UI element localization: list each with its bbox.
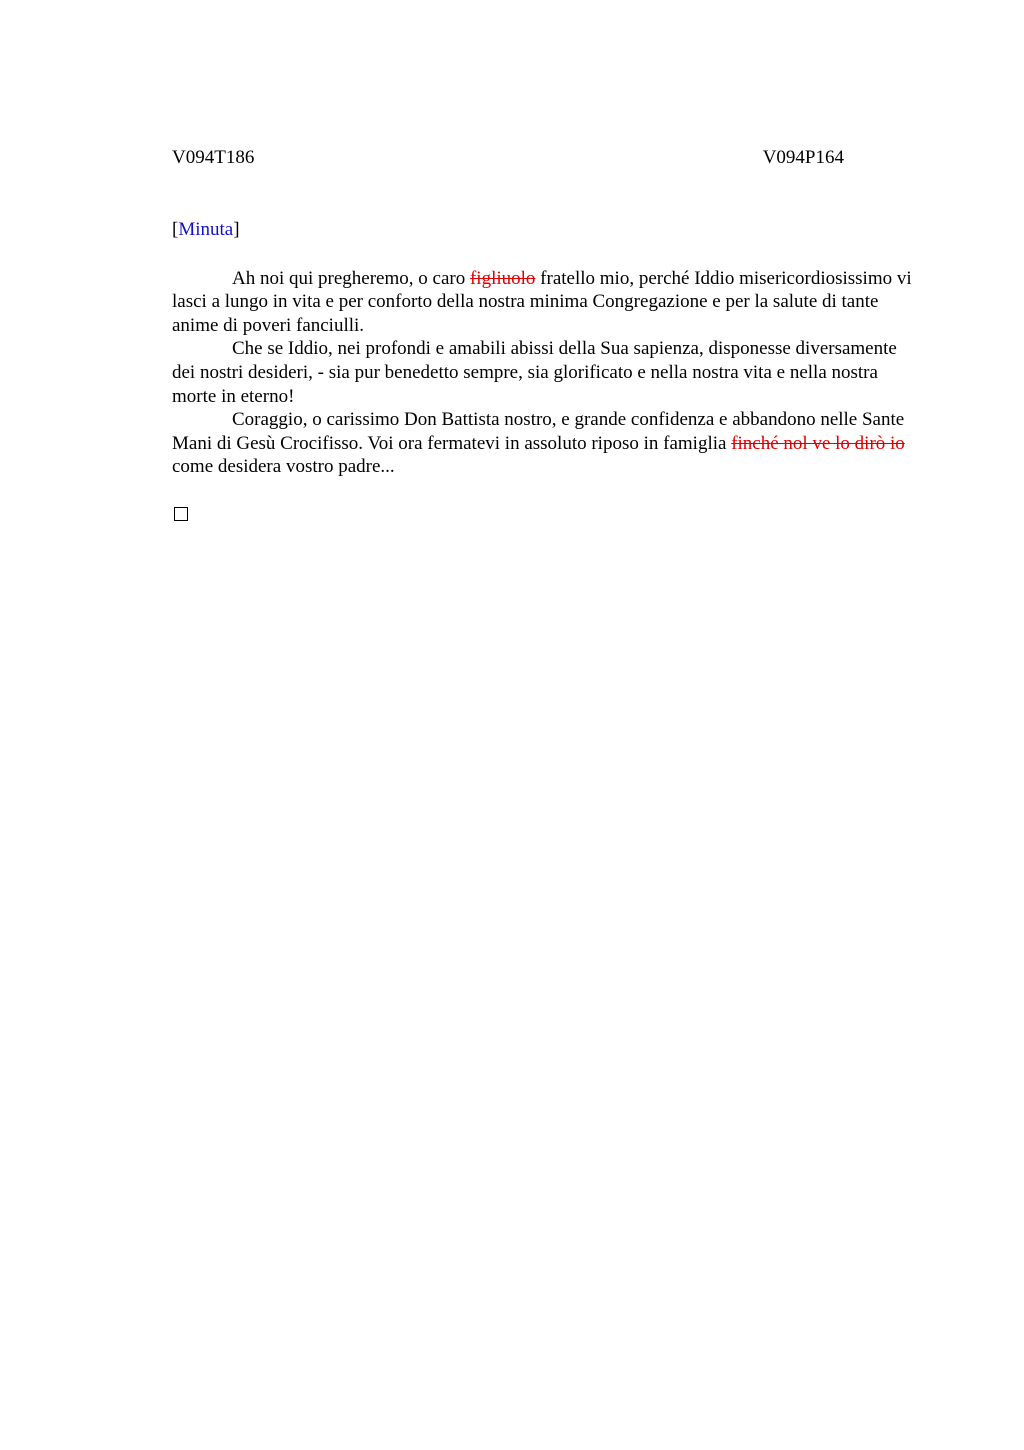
heading-label: Minuta (178, 219, 234, 240)
paragraph-3-text-b: come desidera vostro padre... (172, 456, 395, 478)
document-header (172, 146, 917, 170)
section-heading (172, 218, 917, 242)
paragraph-2 (172, 337, 917, 408)
heading-close-bracket: ] (233, 219, 240, 240)
end-square-icon (174, 507, 188, 521)
paragraph-1-text-b: fratello mio, perché Iddio misericordiosissimo vi lasci a lungo in vita e per conforto della nostra minima Congregazione e per la salute di tante anime di poveri fanciulli. (172, 267, 912, 336)
paragraph-1-text-a: Ah noi qui pregheremo, o caro (232, 267, 470, 289)
deleted-phrase: finché nol ve lo dirò io (731, 432, 905, 454)
document-code-left: V094T186 (172, 147, 255, 168)
paragraph-3-text-a: Coraggio, o carissimo Don Battista nostro, e grande confidenza e abbandono nelle Sante Mani di Gesù Crocifisso. Voi ora fermatevi in assoluto riposo in famiglia (172, 409, 905, 454)
paragraph-2-text: Che se Iddio, nei profondi e amabili abissi della Sua sapienza, disponesse diversamente dei nostri desideri, - sia pur benedetto sempre, sia glorificato e nella nostra vita e nella nostra morte in eterno! (172, 338, 897, 407)
heading-open-bracket: [ (172, 219, 179, 240)
deleted-word-figliuolo: figliuolo (469, 267, 536, 289)
paragraph-1 (172, 267, 917, 338)
document-code-right: V094P164 (762, 147, 844, 168)
document-page (172, 146, 917, 521)
letter-body (172, 267, 917, 479)
paragraph-3 (172, 408, 917, 479)
